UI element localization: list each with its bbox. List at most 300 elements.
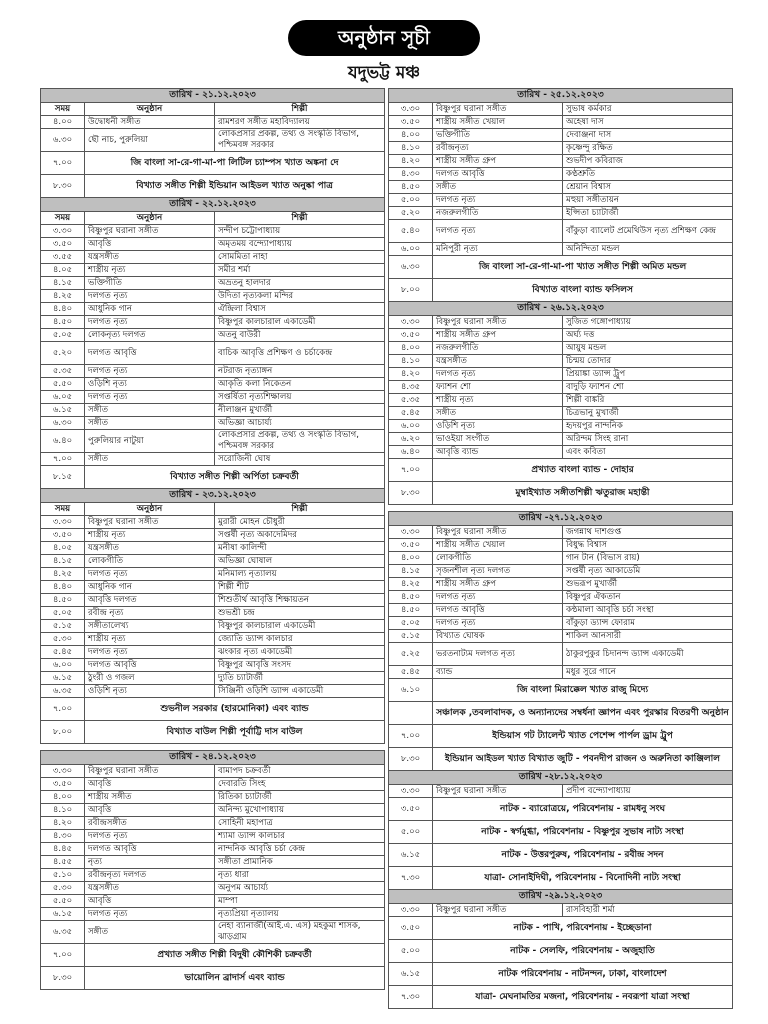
schedule-row bbox=[41, 555, 385, 568]
time-cell: ৫.৩০ bbox=[41, 633, 85, 646]
special-event-cell: ইন্ডিয়াস গট ট্যালেন্ট খ্যাত পেশেন্স পার্পল ড্রাম ট্রুপ bbox=[433, 725, 733, 748]
time-cell: ৭.০০ bbox=[389, 725, 433, 748]
special-event-cell: নাটক - পাখি, পরিবেশনায় - ইচ্ছেডানা bbox=[433, 917, 733, 940]
program-cell: শাস্ত্রীয় নৃত্য bbox=[85, 633, 215, 646]
artist-cell: বিধুদ্ধ বিশ্বাস bbox=[563, 539, 733, 552]
time-cell: ৪.১০ bbox=[389, 355, 433, 368]
special-row bbox=[389, 679, 733, 702]
col-header-time: সময় bbox=[41, 503, 85, 516]
program-cell: রবীন্দ্রনৃত্য দলগত bbox=[85, 869, 215, 882]
program-cell: আবৃত্তি bbox=[85, 895, 215, 908]
program-cell: রবীন্দ্রনৃত্য bbox=[433, 142, 563, 155]
time-cell: ৪.৫০ bbox=[41, 316, 85, 329]
date-row bbox=[389, 89, 733, 103]
artist-cell: বাচিক আবৃত্তি প্রশিক্ষণ ও চর্চাকেন্দ্র bbox=[215, 342, 385, 365]
artist-cell: শুভরূপ মুখার্জী bbox=[563, 578, 733, 591]
time-cell: ৪.৫৫ bbox=[41, 856, 85, 869]
program-cell: আবৃত্তি দলগত bbox=[85, 594, 215, 607]
col-header-artist: শিল্পী bbox=[215, 103, 385, 116]
time-cell: ৭.৩০ bbox=[389, 867, 433, 890]
schedule-row bbox=[41, 843, 385, 856]
time-cell: ৬.৩০ bbox=[389, 256, 433, 279]
artist-cell: রামশরণ সঙ্গীত মহাবিদ্যালয় bbox=[215, 116, 385, 129]
time-cell: ৫.০৫ bbox=[41, 329, 85, 342]
time-cell: ৪.১৫ bbox=[389, 565, 433, 578]
special-row bbox=[389, 821, 733, 844]
schedule-row bbox=[41, 659, 385, 672]
special-event-cell: নাটক - স্বর্গমুগ্ধা, পরিবেশনায় - বিষ্ণুপুর সুভাষ নাট্য সংস্থা bbox=[433, 821, 733, 844]
schedule-row bbox=[41, 430, 385, 453]
special-event-cell: যাত্রা- সোনাইদিঘী, পরিবেশনায় - বিনোদিনী নাট্য সংস্থা bbox=[433, 867, 733, 890]
schedule-row bbox=[41, 251, 385, 264]
date-heading: তারিখ -২৯.১২.২০২৩ bbox=[389, 890, 733, 904]
artist-cell: অতনু বাউরী bbox=[215, 329, 385, 342]
program-cell: যন্ত্রসঙ্গীত bbox=[85, 251, 215, 264]
artist-cell: বিষ্ণুপুর আবৃত্তি সংসদ bbox=[215, 659, 385, 672]
time-cell: ৪.৫০ bbox=[389, 181, 433, 194]
time-cell: ৫.০০ bbox=[389, 821, 433, 844]
schedule-row bbox=[41, 277, 385, 290]
schedule-row bbox=[41, 116, 385, 129]
schedule-row bbox=[41, 895, 385, 908]
special-row bbox=[41, 698, 385, 721]
day-gap bbox=[41, 744, 385, 751]
program-cell: দলগত নৃত্য bbox=[433, 194, 563, 207]
time-cell: ৬.৩০ bbox=[41, 417, 85, 430]
col-header-program: অনুষ্ঠান bbox=[85, 212, 215, 225]
schedule-row bbox=[389, 552, 733, 565]
program-cell: ওড়িশি নৃত্য bbox=[85, 685, 215, 698]
schedule-row bbox=[41, 581, 385, 594]
time-cell: ৫.০৫ bbox=[41, 607, 85, 620]
schedule-row bbox=[41, 225, 385, 238]
schedule-row bbox=[389, 181, 733, 194]
date-heading: তারিখ - ২৫.১২.২০২৩ bbox=[389, 89, 733, 103]
program-cell: শাস্ত্রীয় নৃত্য bbox=[85, 529, 215, 542]
artist-cell: বিষ্ণুপুর কালচারাল একাডেমী bbox=[215, 316, 385, 329]
time-cell: ৬.৩০ bbox=[41, 129, 85, 152]
program-cell: দলগত আবৃত্তি bbox=[85, 342, 215, 365]
col-header-time: সময় bbox=[41, 103, 85, 116]
schedule-row bbox=[389, 407, 733, 420]
special-row bbox=[389, 482, 733, 505]
special-row bbox=[41, 967, 385, 990]
time-cell: ৬.০০ bbox=[389, 243, 433, 256]
special-row bbox=[389, 940, 733, 963]
schedule-row bbox=[41, 882, 385, 895]
artist-cell: সরোজিনী ঘোষ bbox=[215, 453, 385, 466]
time-cell: ৬.০০ bbox=[389, 420, 433, 433]
artist-cell: রিতিকা চ্যাটার্জী bbox=[215, 791, 385, 804]
artist-cell: নৃত্য ধারা bbox=[215, 869, 385, 882]
time-cell: ৩.৫০ bbox=[389, 116, 433, 129]
time-cell: ৭.০০ bbox=[41, 453, 85, 466]
program-cell: নজরুলগীতি bbox=[433, 342, 563, 355]
header-row bbox=[41, 212, 385, 225]
artist-cell: দেবাঞ্জনা দাস bbox=[563, 129, 733, 142]
program-cell: শাস্ত্রীয় সঙ্গীত খেয়াল bbox=[433, 539, 563, 552]
date-row bbox=[389, 512, 733, 526]
program-cell: যন্ত্রসঙ্গীত bbox=[433, 355, 563, 368]
program-cell: বিষ্ণুপুর ঘরানা সঙ্গীত bbox=[433, 526, 563, 539]
program-cell: সঙ্গীত bbox=[85, 404, 215, 417]
time-cell: ৩.৫০ bbox=[41, 529, 85, 542]
col-header-program: অনুষ্ঠান bbox=[85, 503, 215, 516]
artist-cell: সন্দীপ চট্টোপাধ্যায় bbox=[215, 225, 385, 238]
artist-cell: জ্যোতি ড্যান্স কালচার bbox=[215, 633, 385, 646]
schedule-row bbox=[389, 433, 733, 446]
artist-cell: কণ্ঠশ্রুতি bbox=[563, 168, 733, 181]
time-cell: ৬.১৫ bbox=[41, 908, 85, 921]
date-row bbox=[389, 302, 733, 316]
time-cell: ৬.১০ bbox=[389, 679, 433, 702]
program-cell: লোকগীতি bbox=[85, 555, 215, 568]
artist-cell: সোহিনী মহাপাত্র bbox=[215, 817, 385, 830]
time-cell: ৫.০০ bbox=[389, 940, 433, 963]
special-row bbox=[389, 867, 733, 890]
day-gap bbox=[389, 505, 733, 512]
program-cell: ব্যান্ড bbox=[433, 666, 563, 679]
program-cell: দলগত নৃত্য bbox=[433, 368, 563, 381]
artist-cell: প্রদীপ বন্দ্যোপাধ্যায় bbox=[563, 785, 733, 798]
artist-cell: নৃত্যপ্রিয়া নৃত্যালয় bbox=[215, 908, 385, 921]
time-cell: ৪.২০ bbox=[389, 368, 433, 381]
time-cell: ৩.৫০ bbox=[389, 917, 433, 940]
artist-cell: মধুর সুরে গানে bbox=[563, 666, 733, 679]
schedule-row bbox=[41, 921, 385, 944]
date-heading: তারিখ - ২৪.১২.২০২৩ bbox=[41, 751, 385, 765]
artist-cell: লোকপ্রসার প্রকল্প, তথ্য ও সংস্কৃতি বিভাগ, পশ্চিমবঙ্গ সরকার bbox=[215, 129, 385, 152]
program-cell: শাস্ত্রীয় সঙ্গীত গ্রুপ bbox=[433, 155, 563, 168]
time-cell: ৭.০০ bbox=[41, 698, 85, 721]
time-cell: ৪.৩০ bbox=[389, 168, 433, 181]
date-row bbox=[41, 751, 385, 765]
program-cell: শাস্ত্রীয় সঙ্গীত bbox=[85, 791, 215, 804]
artist-cell: সমীর শর্মা bbox=[215, 264, 385, 277]
special-event-cell: প্রখ্যাত বাংলা ব্যান্ড - দোহার bbox=[433, 459, 733, 482]
program-cell: ফ্যাশন শো bbox=[433, 381, 563, 394]
time-cell: ৩.৫০ bbox=[41, 778, 85, 791]
poster-title: অনুষ্ঠান সূচী bbox=[288, 20, 480, 56]
program-cell: ভাওইয়া সংগীত bbox=[433, 433, 563, 446]
schedule-row bbox=[41, 516, 385, 529]
artist-cell: সপ্তর্ষী নৃত্য আকাডেমি bbox=[563, 565, 733, 578]
program-cell: শাস্ত্রীয় নৃত্য bbox=[85, 264, 215, 277]
artist-cell: ঝংকার নৃত্য একাডেমী bbox=[215, 646, 385, 659]
schedule-row bbox=[41, 378, 385, 391]
time-cell: ৪.৩০ bbox=[41, 830, 85, 843]
schedule-row bbox=[41, 290, 385, 303]
schedule-row bbox=[389, 904, 733, 917]
artist-cell: সিঞ্জিনী ওড়িশি ড্যান্স একাডেমী bbox=[215, 685, 385, 698]
program-cell: দলগত নৃত্য bbox=[85, 391, 215, 404]
artist-cell: অভিজ্ঞা আচার্য্য bbox=[215, 417, 385, 430]
program-cell: সঙ্গীত bbox=[85, 921, 215, 944]
program-cell: দলগত নৃত্য bbox=[85, 908, 215, 921]
time-cell: ৬.১৫ bbox=[41, 672, 85, 685]
artist-cell: দ্যুতি চ্যাটার্জী bbox=[215, 672, 385, 685]
special-row bbox=[389, 798, 733, 821]
program-cell: নৃত্য bbox=[85, 856, 215, 869]
special-event-cell: যাত্রা- মেঘনামতির মজনা, পরিবেশনায় - নবরূপা যাত্রা সংস্থা bbox=[433, 986, 733, 1009]
artist-cell: এবং কবিতা bbox=[563, 446, 733, 459]
program-cell: ছৌ নাচ, পুরুলিয়া bbox=[85, 129, 215, 152]
gap-cell bbox=[389, 505, 733, 512]
program-cell: ভক্তিগীতি bbox=[85, 277, 215, 290]
schedule-row bbox=[389, 342, 733, 355]
time-cell: ৪.১০ bbox=[41, 804, 85, 817]
artist-cell: সপ্তর্ষিতা নৃত্যশিক্ষালয় bbox=[215, 391, 385, 404]
schedule-row bbox=[41, 804, 385, 817]
artist-cell: শিল্পী বাঙ্করি bbox=[563, 394, 733, 407]
schedule-row bbox=[41, 594, 385, 607]
schedule-row bbox=[41, 529, 385, 542]
schedule-row bbox=[41, 830, 385, 843]
time-cell: ৪.০০ bbox=[389, 342, 433, 355]
special-event-cell: বিখ্যাত সঙ্গীত শিল্পী ইন্ডিয়ান আইডল খ্যাত অনুষ্কা পাত্র bbox=[85, 175, 385, 198]
time-cell: ৩.৩০ bbox=[389, 785, 433, 798]
program-cell: সৃজনশীল নৃত্য দলগত bbox=[433, 565, 563, 578]
time-cell: ৫.৪৫ bbox=[41, 646, 85, 659]
time-cell: ৪.২৫ bbox=[41, 290, 85, 303]
time-cell: ৫.১৫ bbox=[389, 630, 433, 643]
date-row bbox=[41, 89, 385, 103]
special-row bbox=[389, 963, 733, 986]
time-cell: ৩.৫০ bbox=[389, 798, 433, 821]
time-cell: ৬.২০ bbox=[389, 433, 433, 446]
time-cell: ৪.১৫ bbox=[41, 277, 85, 290]
program-cell: বিষ্ণুপুর ঘরানা সঙ্গীত bbox=[85, 225, 215, 238]
artist-cell: কন্ঠমালা আবৃত্তি চর্চা সংস্থা bbox=[563, 604, 733, 617]
date-heading: তারিখ - ২৩.১২.২০২৩ bbox=[41, 489, 385, 503]
time-cell: ৬.০৫ bbox=[41, 391, 85, 404]
schedule-row bbox=[389, 220, 733, 243]
artist-cell: বিষ্ণুপুর ঐকতান bbox=[563, 591, 733, 604]
program-cell: আবৃত্তি bbox=[85, 238, 215, 251]
schedule-row bbox=[41, 778, 385, 791]
schedule-row bbox=[389, 168, 733, 181]
special-event-cell: শুভনীল সরকার (হারমোনিকা) এবং ব্যান্ড bbox=[85, 698, 385, 721]
program-cell: পুরুলিয়ার নাটুয়া bbox=[85, 430, 215, 453]
program-cell: নজরুলগীতি bbox=[433, 207, 563, 220]
artist-cell: ইপ্সিতা চ্যাটার্জী bbox=[563, 207, 733, 220]
col-header-program: অনুষ্ঠান bbox=[85, 103, 215, 116]
schedule-row bbox=[41, 316, 385, 329]
program-cell: দলগত নৃত্য bbox=[433, 220, 563, 243]
program-cell: বিষ্ণুপুর ঘরানা সঙ্গীত bbox=[85, 765, 215, 778]
special-row bbox=[41, 721, 385, 744]
time-cell: ৬.১৫ bbox=[389, 963, 433, 986]
program-cell: আধুনিক গান bbox=[85, 581, 215, 594]
artist-cell: মনিমাল্য নৃত্যালয় bbox=[215, 568, 385, 581]
program-cell: বিষ্ণুপুর ঘরানা সঙ্গীত bbox=[85, 516, 215, 529]
program-cell: আবৃত্তি bbox=[85, 804, 215, 817]
program-cell: বিষ্ণুপুর ঘরানা সঙ্গীত bbox=[433, 103, 563, 116]
schedule-row bbox=[41, 303, 385, 316]
time-cell: ৫.৪৫ bbox=[389, 666, 433, 679]
time-cell: ৫.০০ bbox=[389, 194, 433, 207]
schedule-row bbox=[389, 103, 733, 116]
date-heading: তারিখ - ২২.১২.২০২৩ bbox=[41, 198, 385, 212]
schedule-row bbox=[41, 856, 385, 869]
time-cell: ৮.৩০ bbox=[41, 175, 85, 198]
time-cell: ৪.০০ bbox=[389, 129, 433, 142]
program-cell: ঠুংরী ও গজল bbox=[85, 672, 215, 685]
special-row bbox=[389, 459, 733, 482]
schedule-row bbox=[41, 685, 385, 698]
schedule-row bbox=[41, 391, 385, 404]
schedule-row bbox=[41, 672, 385, 685]
program-cell: ওড়িশি নৃত্য bbox=[85, 378, 215, 391]
special-event-cell: ইন্ডিয়ান আইডল খ্যাত বিখ্যাত জুটি - পবনদীপ রাজন ও অরুনিতা কাঞ্জিলাল bbox=[433, 748, 733, 771]
artist-cell: বাঁকুড়া ড্যান্স ফোরাম bbox=[563, 617, 733, 630]
artist-cell: নেহা ব্যানার্জী(আই.এ. এস) মহকুমা শাসক, ঝাড়গ্রাম bbox=[215, 921, 385, 944]
artist-cell: অনুপম আচার্য্য bbox=[215, 882, 385, 895]
time-cell: ৪.৫০ bbox=[41, 594, 85, 607]
program-cell: দলগত নৃত্য bbox=[85, 316, 215, 329]
schedule-row bbox=[389, 243, 733, 256]
special-event-cell: মুম্বাইখ্যাত সঙ্গীতশিল্পী ঋতুরাজ মহান্তী bbox=[433, 482, 733, 505]
time-cell: ৬.১৫ bbox=[389, 844, 433, 867]
special-event-cell: জি বাংলা সা-রে-গা-মা-পা খ্যাত সঙ্গীত শিল্পী অমিত মন্ডল bbox=[433, 256, 733, 279]
special-event-cell: সঞ্চালক ,তবলাবাদক, ও অন্যান্যদের সম্বর্ধনা জ্ঞাপন এবং পুরস্কার বিতরণী অনুষ্ঠান bbox=[433, 702, 733, 725]
artist-cell: ঠাকুরপুকুর চিদানন্দ ড্যান্স একাডেমী bbox=[563, 643, 733, 666]
schedule-row bbox=[41, 765, 385, 778]
schedule-row bbox=[389, 142, 733, 155]
program-cell: সঙ্গীত bbox=[433, 181, 563, 194]
right-column bbox=[388, 88, 732, 1009]
artist-cell: অরিন্দম সিংহ রানা bbox=[563, 433, 733, 446]
time-cell: ৫.২০ bbox=[41, 342, 85, 365]
time-cell: ৮.৩০ bbox=[389, 482, 433, 505]
special-row bbox=[389, 844, 733, 867]
schedule-row bbox=[41, 453, 385, 466]
time-cell: ৭.০০ bbox=[41, 152, 85, 175]
time-cell: ৩.৩০ bbox=[41, 516, 85, 529]
program-cell: আবৃত্তি bbox=[85, 778, 215, 791]
time-cell: ৪.০০ bbox=[389, 552, 433, 565]
program-cell: সঙ্গীত bbox=[85, 453, 215, 466]
artist-cell: বিষ্ণুপুর কালচারাল একাডেমী bbox=[215, 620, 385, 633]
schedule-row bbox=[389, 129, 733, 142]
special-event-cell: নাটক পরিবেশনায় - নাটনন্দন, ঢাকা, বাংলাদেশ bbox=[433, 963, 733, 986]
schedule-row bbox=[389, 316, 733, 329]
special-row bbox=[41, 466, 385, 489]
time-cell: ৬.৩৫ bbox=[41, 685, 85, 698]
col-header-time: সময় bbox=[41, 212, 85, 225]
time-cell: ৪.১৫ bbox=[41, 555, 85, 568]
date-row bbox=[41, 489, 385, 503]
artist-cell: শিশুতীর্থ আবৃত্তি শিক্ষায়তন bbox=[215, 594, 385, 607]
header-row bbox=[41, 503, 385, 516]
artist-cell: শুভশ্রী চন্দ্র bbox=[215, 607, 385, 620]
artist-cell: সোমমিতা নাহা bbox=[215, 251, 385, 264]
program-cell: দলগত নৃত্য bbox=[85, 290, 215, 303]
program-cell: দলগত নৃত্য bbox=[85, 568, 215, 581]
artist-cell: গান টান (বিভাস রায়) bbox=[563, 552, 733, 565]
program-cell: দলগত আবৃত্তি bbox=[85, 843, 215, 856]
program-cell: দলগত আবৃত্তি bbox=[433, 168, 563, 181]
special-row bbox=[389, 725, 733, 748]
schedule-row bbox=[389, 630, 733, 643]
date-row bbox=[41, 198, 385, 212]
time-cell: ৭.০০ bbox=[41, 944, 85, 967]
special-event-cell: বিখ্যাত বাংলা ব্যান্ড ফসিলস bbox=[433, 279, 733, 302]
program-cell: সঙ্গীত bbox=[85, 417, 215, 430]
program-cell: বিষ্ণুপুর ঘরানা সঙ্গীত bbox=[433, 785, 563, 798]
artist-cell: আয়ুষ মন্ডল bbox=[563, 342, 733, 355]
schedule-row bbox=[389, 394, 733, 407]
time-cell: ৪.০০ bbox=[41, 116, 85, 129]
program-cell: মনিপুরী নৃত্য bbox=[433, 243, 563, 256]
artist-cell: শুভদীপ কবিরাজ bbox=[563, 155, 733, 168]
time-cell: ৪.২৫ bbox=[41, 568, 85, 581]
time-cell: ৩.৫০ bbox=[389, 539, 433, 552]
artist-cell: নান্দনিক আবৃত্তি চর্চা কেন্দ্র bbox=[215, 843, 385, 856]
col-header-artist: শিল্পী bbox=[215, 212, 385, 225]
date-heading: তারিখ -২৭.১২.২০২৩ bbox=[389, 512, 733, 526]
schedule-row bbox=[389, 617, 733, 630]
schedule-row bbox=[41, 129, 385, 152]
time-cell: ৪.৪০ bbox=[41, 581, 85, 594]
artist-cell: বাঁকুড়া ব্যালেট প্রমেথিউস নৃত্য প্রশিক্ষণ কেন্দ্র bbox=[563, 220, 733, 243]
program-cell: রবীন্দ্রসঙ্গীত bbox=[85, 817, 215, 830]
artist-cell: অনিন্দিতা মন্ডল bbox=[563, 243, 733, 256]
schedule-row bbox=[389, 578, 733, 591]
artist-cell: কৃষ্ণেন্দু রক্ষিত bbox=[563, 142, 733, 155]
date-row bbox=[389, 890, 733, 904]
artist-cell: নীলাঞ্জন মুখার্জী bbox=[215, 404, 385, 417]
schedule-row bbox=[41, 542, 385, 555]
schedule-row bbox=[41, 417, 385, 430]
time-cell: ৩.৫৫ bbox=[41, 251, 85, 264]
schedule-row bbox=[41, 869, 385, 882]
schedule-row bbox=[389, 591, 733, 604]
time-cell: ৮.৩০ bbox=[389, 748, 433, 771]
special-event-cell: নাটক - সেলফি, পরিবেশনায় - অজুহাতি bbox=[433, 940, 733, 963]
time-cell: ৪.১০ bbox=[389, 142, 433, 155]
artist-cell: সুভাষ কর্মকার bbox=[563, 103, 733, 116]
time-cell: ৪.০৫ bbox=[41, 264, 85, 277]
time-cell: ৪.৫০ bbox=[389, 591, 433, 604]
schedule-row bbox=[389, 420, 733, 433]
time-cell: ৮.০০ bbox=[41, 721, 85, 744]
schedule-row bbox=[41, 633, 385, 646]
artist-cell: মাম্পা bbox=[215, 895, 385, 908]
schedule-row bbox=[41, 342, 385, 365]
time-cell: ৩.৩০ bbox=[41, 765, 85, 778]
program-cell: যন্ত্রসঙ্গীত bbox=[85, 542, 215, 555]
time-cell: ৫.১৫ bbox=[41, 620, 85, 633]
schedule-row bbox=[389, 194, 733, 207]
program-cell: আধুনিক গান bbox=[85, 303, 215, 316]
artist-cell: মুরারী মোহন চৌধুরী bbox=[215, 516, 385, 529]
schedule-row bbox=[41, 568, 385, 581]
artist-cell: চিত্রভানু মুখার্জী bbox=[563, 407, 733, 420]
time-cell: ৮.৩০ bbox=[41, 967, 85, 990]
artist-cell: অনিন্দ্য মুখোপাধ্যায় bbox=[215, 804, 385, 817]
artist-cell: রাসবিহারী শর্মা bbox=[563, 904, 733, 917]
time-cell: ৫.৩০ bbox=[41, 882, 85, 895]
program-cell: বিখ্যাত ঘোষক bbox=[433, 630, 563, 643]
schedule-row bbox=[41, 238, 385, 251]
artist-cell: অহেষা দাস bbox=[563, 116, 733, 129]
schedule-row bbox=[389, 381, 733, 394]
artist-cell: প্রিয়াঙ্কা ড্যান্স ট্রুপ bbox=[563, 368, 733, 381]
poster-header bbox=[0, 0, 768, 88]
program-cell: লোকনৃত্য দলগত bbox=[85, 329, 215, 342]
artist-cell: শ্যামা ড্যান্স কালচার bbox=[215, 830, 385, 843]
